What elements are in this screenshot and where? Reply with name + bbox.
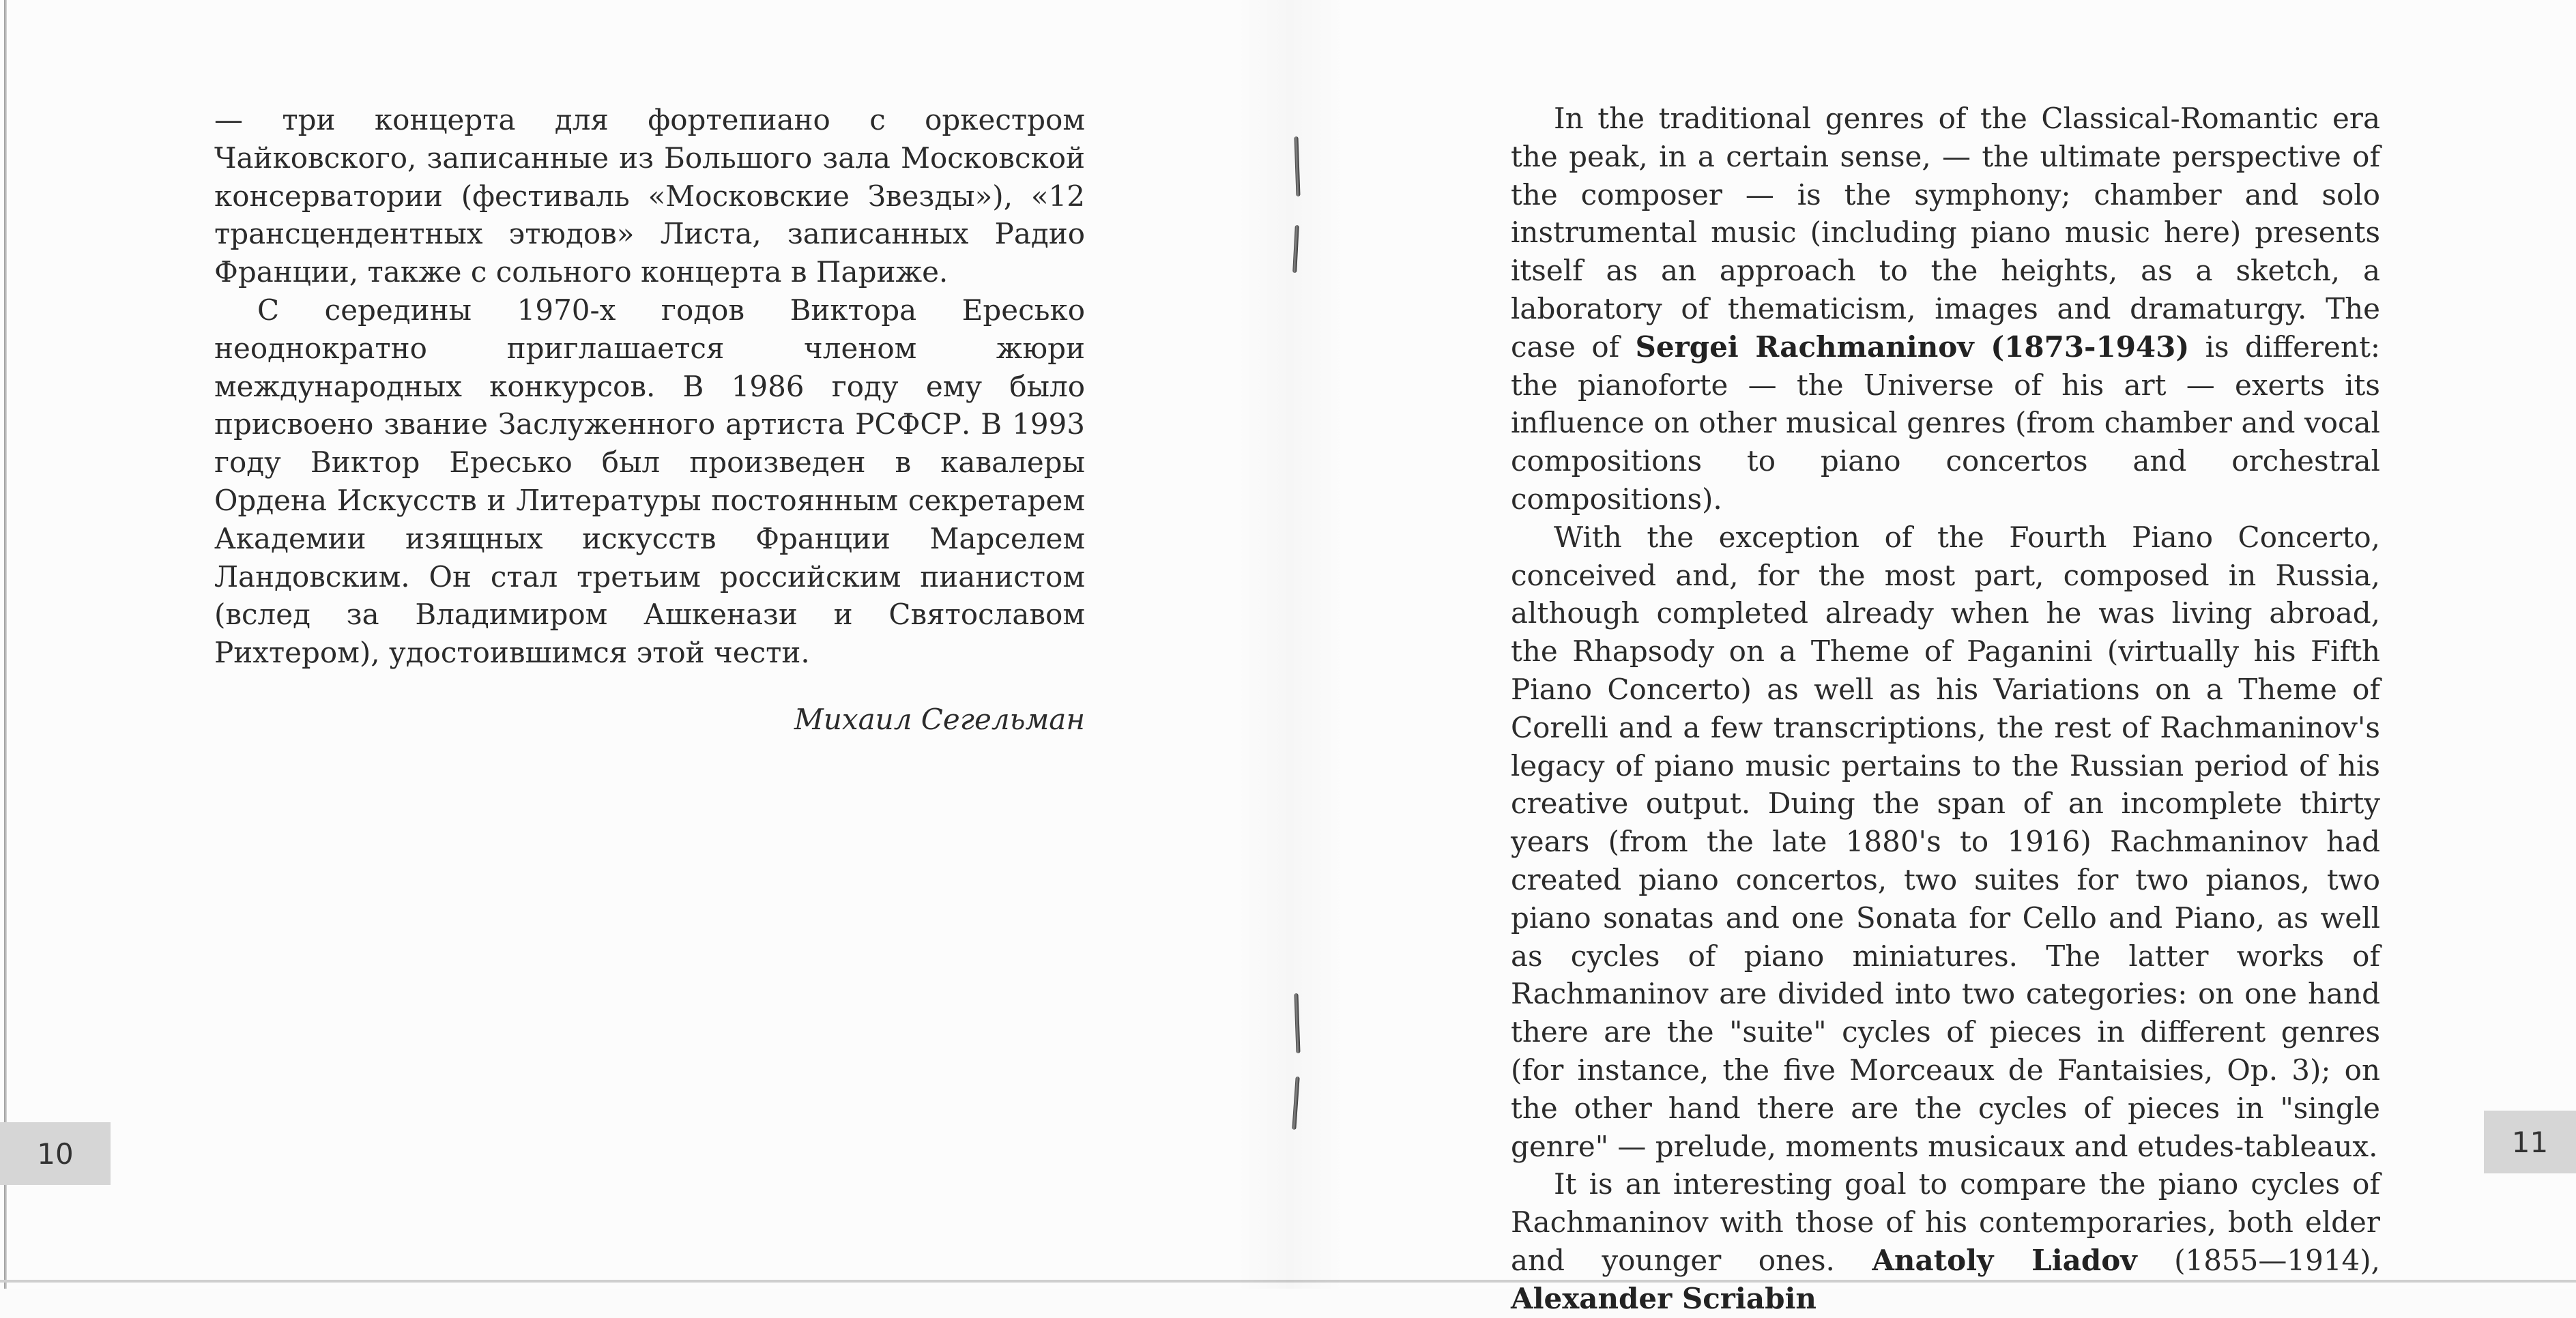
text-run: is different: the pianoforte — the Universe of his art — exerts its influence on other musical genres (from chamber and vocal compositions to piano concertos and orchestral compositions). xyxy=(1511,330,2380,516)
left-page-edge xyxy=(4,0,7,1289)
right-paragraph-3 xyxy=(1511,1165,2380,1317)
right-page-text xyxy=(1511,100,2380,1318)
author-signature: Михаил Сегельман xyxy=(794,702,1085,736)
composer-name-scriabin: Alexander Scriabin xyxy=(1511,1281,1817,1315)
page-number-right: 11 xyxy=(2484,1111,2576,1173)
center-gutter xyxy=(1235,0,1344,1289)
text-run: (1855—1914), xyxy=(2137,1243,2380,1277)
right-paragraph-1 xyxy=(1511,100,2380,518)
composer-name-rachmaninov: Sergei Rachmaninov (1873-1943) xyxy=(1635,330,2190,364)
page-number-left: 10 xyxy=(0,1122,111,1185)
left-paragraph-2: С середины 1970-х годов Виктора Ересько неоднократно приглашается членом жюри международных конкурсов. В 1986 году ему было присвоено звание Заслуженного артиста РСФСР. В 1993 году Виктор Ересько был произведен в кавалеры Ордена Искусств и Литературы постоянным секретарем Академии изящных искусств Франции Марселем Ландовским. Он стал третьим российским пианистом (вслед за Владимиром Ашкенази и Святославом Рихтером), удостоившимся этой чести. xyxy=(214,293,1085,670)
text-run: In the traditional genres of the Classical-Romantic era the peak, in a certain sense, — the ultimate perspective of the composer — is the symphony; chamber and solo instrumental music (including piano music here) presents itself as an approach to the heights, as a sketch, a laboratory of thematicism, images and dramaturgy. The case of xyxy=(1511,102,2380,364)
text-run: It is an interesting goal to compare the piano cycles of Rachmaninov with those of his contemporaries, both elder and younger ones. xyxy=(1511,1167,2380,1277)
left-paragraph-1: — три концерта для фортепиано с оркестром Чайковского, записанные из Большого зала Московской консерватории (фестиваль «Московские Звезды»), «12 трансцендентных этюдов» Листа, записанных Радио Франции, также с сольного концерта в Париже. xyxy=(214,103,1085,289)
composer-name-liadov: Anatoly Liadov xyxy=(1872,1243,2137,1277)
right-paragraph-2: With the exception of the Fourth Piano Concerto, conceived and, for the most part, composed in Russia, although completed already when he was living abroad, the Rhapsody on a Theme of Paganini (virtually his Fifth Piano Concerto) as well as his Variations on a Theme of Corelli and a few transcriptions, the rest of Rachmaninov's legacy of piano music pertains to the Russian period of his creative output. Duing the span of an incomplete thirty years (from the late 1880's to 1916) Rachmaninov had created piano concertos, two suites for two pianos, two piano sonatas and one Sonata for Cello and Piano, as well as cycles of piano miniatures. The latter works of Rachmaninov are divided into two categories: on one hand there are the "suite" cycles of pieces in different genres (for instance, the five Morceaux de Fantaisies, Op. 3); on the other hand there are the cycles of pieces in "single genre" — prelude, moments musicaux and etudes-tableaux. xyxy=(1511,520,2380,1163)
left-page-text xyxy=(214,101,1085,738)
